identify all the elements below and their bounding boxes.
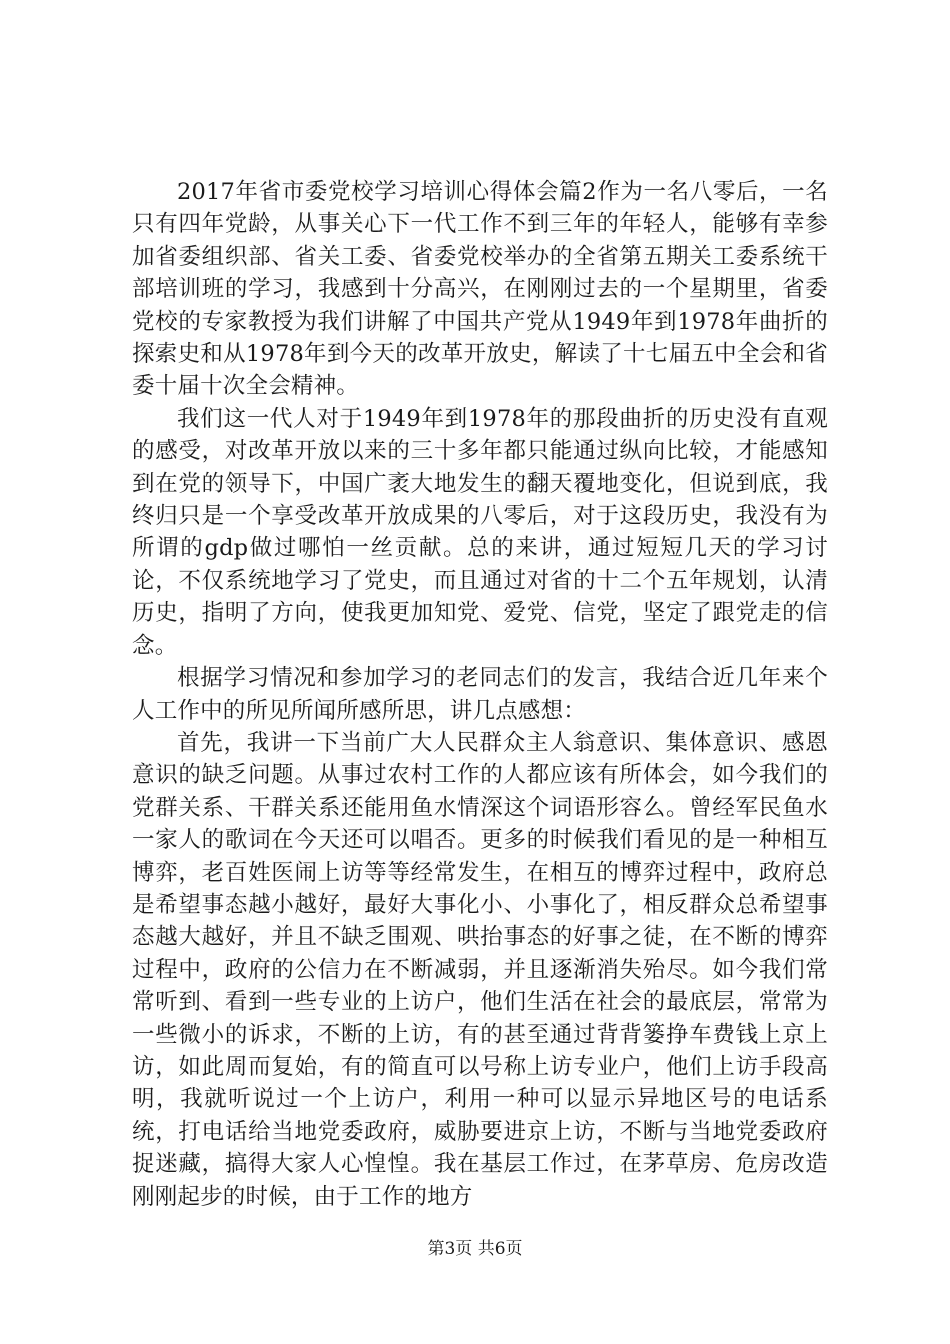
paragraph-1: 2017年省市委党校学习培训心得体会篇2作为一名八零后，一名只有四年党龄，从事关心下一代工作不到三年的年轻人，能够有幸参加省委组织部、省关工委、省委党校举办的全省第五期关工委系统干部培训班的学习，我感到十分高兴，在刚刚过去的一个星期里，省委党校的专家教授为我们讲解了中国共产党从1949年到1978年曲折的探索史和从1978年到今天的改革开放史，解读了十七届五中全会和省委十届十次全会精神。 [132, 179, 828, 400]
document-body [132, 176, 828, 1213]
paragraph-2: 我们这一代人对于1949年到1978年的那段曲折的历史没有直观的感受，对改革开放以来的三十多年都只能通过纵向比较，才能感知到在党的领导下，中国广袤大地发生的翻天覆地变化，但说到底，我终归只是一个享受改革开放成果的八零后，对于这段历史，我没有为所谓的gdp做过哪怕一丝贡献。总的来讲，通过短短几天的学习讨论，不仅系统地学习了党史，而且通过对省的十二个五年规划，认清历史，指明了方向，使我更加知党、爱党、信党，坚定了跟党走的信念。 [132, 405, 828, 659]
paragraph-3: 根据学习情况和参加学习的老同志们的发言，我结合近几年来个人工作中的所见所闻所感所思，讲几点感想： [132, 665, 828, 724]
page-footer [0, 1238, 950, 1260]
page-number-indicator: 第3页 共6页 [427, 1239, 523, 1259]
paragraph-4: 首先，我讲一下当前广大人民群众主人翁意识、集体意识、感恩意识的缺乏问题。从事过农村工作的人都应该有所体会，如今我们的党群关系、干群关系还能用鱼水情深这个词语形容么。曾经军民鱼水一家人的歌词在今天还可以唱否。更多的时候我们看见的是一种相互博弈，老百姓医闹上访等等经常发生，在相互的博弈过程中，政府总是希望事态越小越好，最好大事化小、小事化了，相反群众总希望事态越大越好，并且不缺乏围观、哄抬事态的好事之徒，在不断的博弈过程中，政府的公信力在不断减弱，并且逐渐消失殆尽。如今我们常常听到、看到一些专业的上访户，他们生活在社会的最底层，常常为一些微小的诉求，不断的上访，有的甚至通过背背篓挣车费钱上京上访，如此周而复始，有的简直可以号称上访专业户，他们上访手段高明，我就听说过一个上访户，利用一种可以显示异地区号的电话系统，打电话给当地党委政府，威胁要进京上访，不断与当地党委政府捉迷藏，搞得大家人心惶惶。我在基层工作过，在茅草房、危房改造刚刚起步的时候，由于工作的地方 [132, 729, 828, 1210]
